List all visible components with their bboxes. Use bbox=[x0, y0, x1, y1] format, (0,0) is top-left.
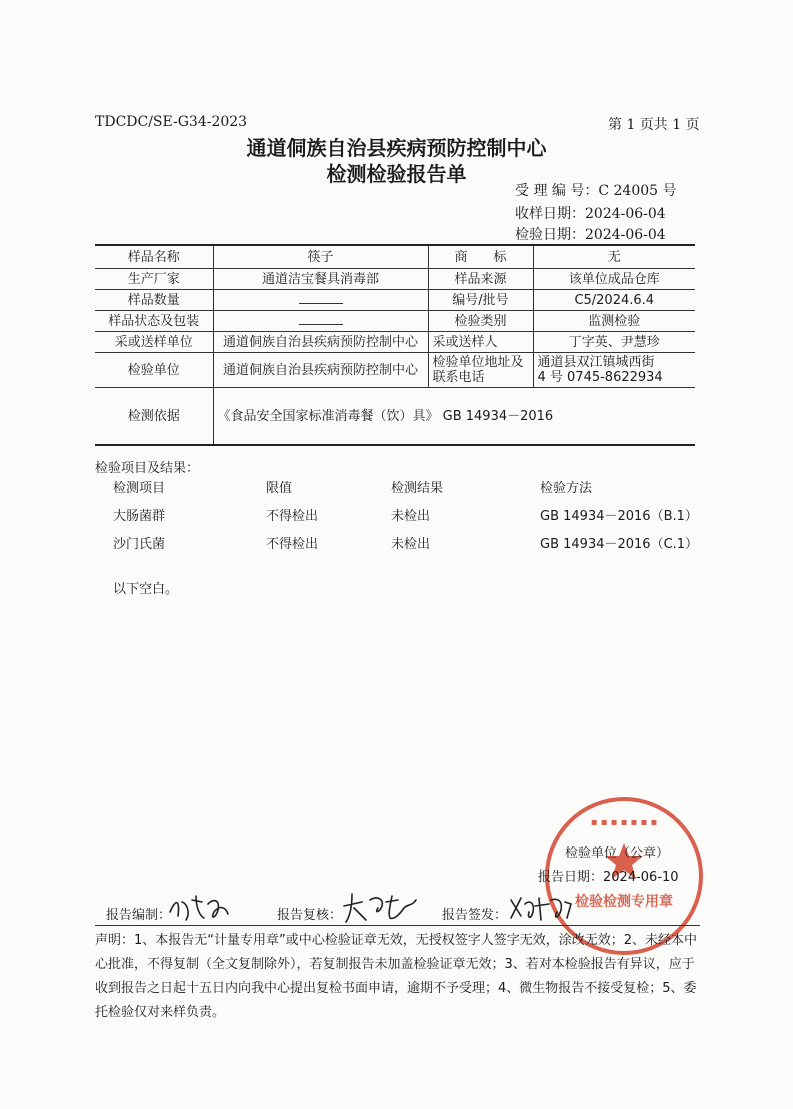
organization-title: 通道侗族自治县疾病预防控制中心 bbox=[246, 136, 547, 160]
inspection-unit-label: 检验单位 bbox=[95, 353, 213, 388]
address-value-line: 通道县双江镇城西街 bbox=[537, 355, 655, 370]
manufacturer-label: 生产厂家 bbox=[95, 269, 213, 290]
basis-label: 检测依据 bbox=[95, 388, 213, 446]
address-label-line: 联系电话 bbox=[432, 370, 485, 385]
table-row bbox=[95, 353, 695, 388]
address-value bbox=[533, 353, 695, 388]
result-value: 未检出 bbox=[391, 509, 431, 524]
manufacturer-value: 通道洁宝餐具消毒部 bbox=[213, 269, 428, 290]
trademark-value: 无 bbox=[533, 245, 695, 269]
page-number: 第 1 页共 1 页 bbox=[608, 117, 700, 133]
blank-below-note: 以下空白。 bbox=[113, 582, 179, 597]
quantity-value bbox=[213, 290, 428, 311]
compiler-signature bbox=[166, 890, 232, 924]
quantity-label: 样品数量 bbox=[95, 290, 213, 311]
table-row bbox=[95, 311, 695, 332]
result-item: 沙门氏菌 bbox=[113, 537, 166, 552]
submitter-unit-value: 通道侗族自治县疾病预防控制中心 bbox=[213, 332, 428, 353]
result-limit: 不得检出 bbox=[266, 509, 319, 524]
signer-signature bbox=[505, 890, 575, 926]
results-header-item: 检测项目 bbox=[113, 481, 166, 496]
reviewer-label: 报告复核： bbox=[277, 908, 343, 923]
result-method: GB 14934－2016（B.1） bbox=[540, 509, 698, 524]
inspection-date: 检验日期：2024-06-04 bbox=[515, 227, 666, 243]
declaration-text: 声明：1、本报告无“计量专用章”或中心检验证章无效，无授权签字人签字无效，涂改无效；2、未经本中心批准，不得复制（全文复制除外），若复制报告未加盖检验证章无效；3、若对本检验报告有异议，应于收到报告之日起十五日内向我中心提出复检书面申请，逾期不予受理；4、微生物报告不接受复检；5、委托检验仅对来样负责。 bbox=[95, 933, 698, 1020]
signer-label: 报告签发： bbox=[442, 908, 508, 923]
submitter-person-value: 丁字英、尹慧珍 bbox=[533, 332, 695, 353]
blank-line bbox=[299, 295, 343, 304]
basis-value: 《食品安全国家标准消毒餐（饮）具》 GB 14934－2016 bbox=[213, 388, 695, 446]
result-value: 未检出 bbox=[391, 537, 431, 552]
address-label-line: 检验单位地址及 bbox=[432, 355, 524, 370]
declaration-divider bbox=[95, 925, 700, 926]
address-label bbox=[428, 353, 533, 388]
inspection-unit-stamp-label: 检验单位（公章） bbox=[565, 846, 670, 861]
sample-info-table bbox=[95, 244, 695, 446]
table-row bbox=[95, 245, 695, 269]
report-title: 检测检验报告单 bbox=[326, 162, 467, 186]
reviewer-signature bbox=[340, 890, 420, 926]
trademark-label: 商 标 bbox=[428, 245, 533, 269]
results-header-result: 检测结果 bbox=[391, 481, 444, 496]
blank-line bbox=[299, 316, 343, 325]
submitter-person-label: 采或送样人 bbox=[428, 332, 533, 353]
results-header-limit: 限值 bbox=[266, 481, 293, 496]
results-section-title: 检验项目及结果： bbox=[95, 461, 200, 476]
result-limit: 不得检出 bbox=[266, 537, 319, 552]
table-row bbox=[95, 269, 695, 290]
table-row bbox=[95, 388, 695, 446]
sample-name-label: 样品名称 bbox=[95, 245, 213, 269]
address-value-line: 4 号 0745-8622934 bbox=[537, 370, 663, 385]
seal-ring-text: ▪ ▪ ▪ ▪ ▪ ▪ ▪ bbox=[590, 817, 658, 828]
sampling-date: 收样日期：2024-06-04 bbox=[515, 206, 666, 222]
category-value: 监测检验 bbox=[533, 311, 695, 332]
source-label: 样品来源 bbox=[428, 269, 533, 290]
batch-value: C5/2024.6.4 bbox=[533, 290, 695, 311]
state-value bbox=[213, 311, 428, 332]
results-header-method: 检验方法 bbox=[540, 481, 593, 496]
sample-name-value: 筷子 bbox=[213, 245, 428, 269]
result-method: GB 14934－2016（C.1） bbox=[540, 537, 699, 552]
source-value: 该单位成品仓库 bbox=[533, 269, 695, 290]
document-code: TDCDC/SE-G34-2023 bbox=[95, 114, 248, 130]
report-date: 报告日期：2024-06-10 bbox=[538, 870, 679, 885]
batch-label: 编号/批号 bbox=[428, 290, 533, 311]
compiler-label: 报告编制： bbox=[106, 908, 172, 923]
table-row bbox=[95, 332, 695, 353]
state-label: 样品状态及包装 bbox=[95, 311, 213, 332]
submitter-unit-label: 采或送样单位 bbox=[95, 332, 213, 353]
acceptance-number: 受 理 编 号：C 24005 号 bbox=[515, 183, 677, 199]
result-item: 大肠菌群 bbox=[113, 509, 166, 524]
category-label: 检验类别 bbox=[428, 311, 533, 332]
seal-text: 检验检测专用章 bbox=[575, 894, 673, 910]
table-row bbox=[95, 290, 695, 311]
inspection-unit-value: 通道侗族自治县疾病预防控制中心 bbox=[213, 353, 428, 388]
